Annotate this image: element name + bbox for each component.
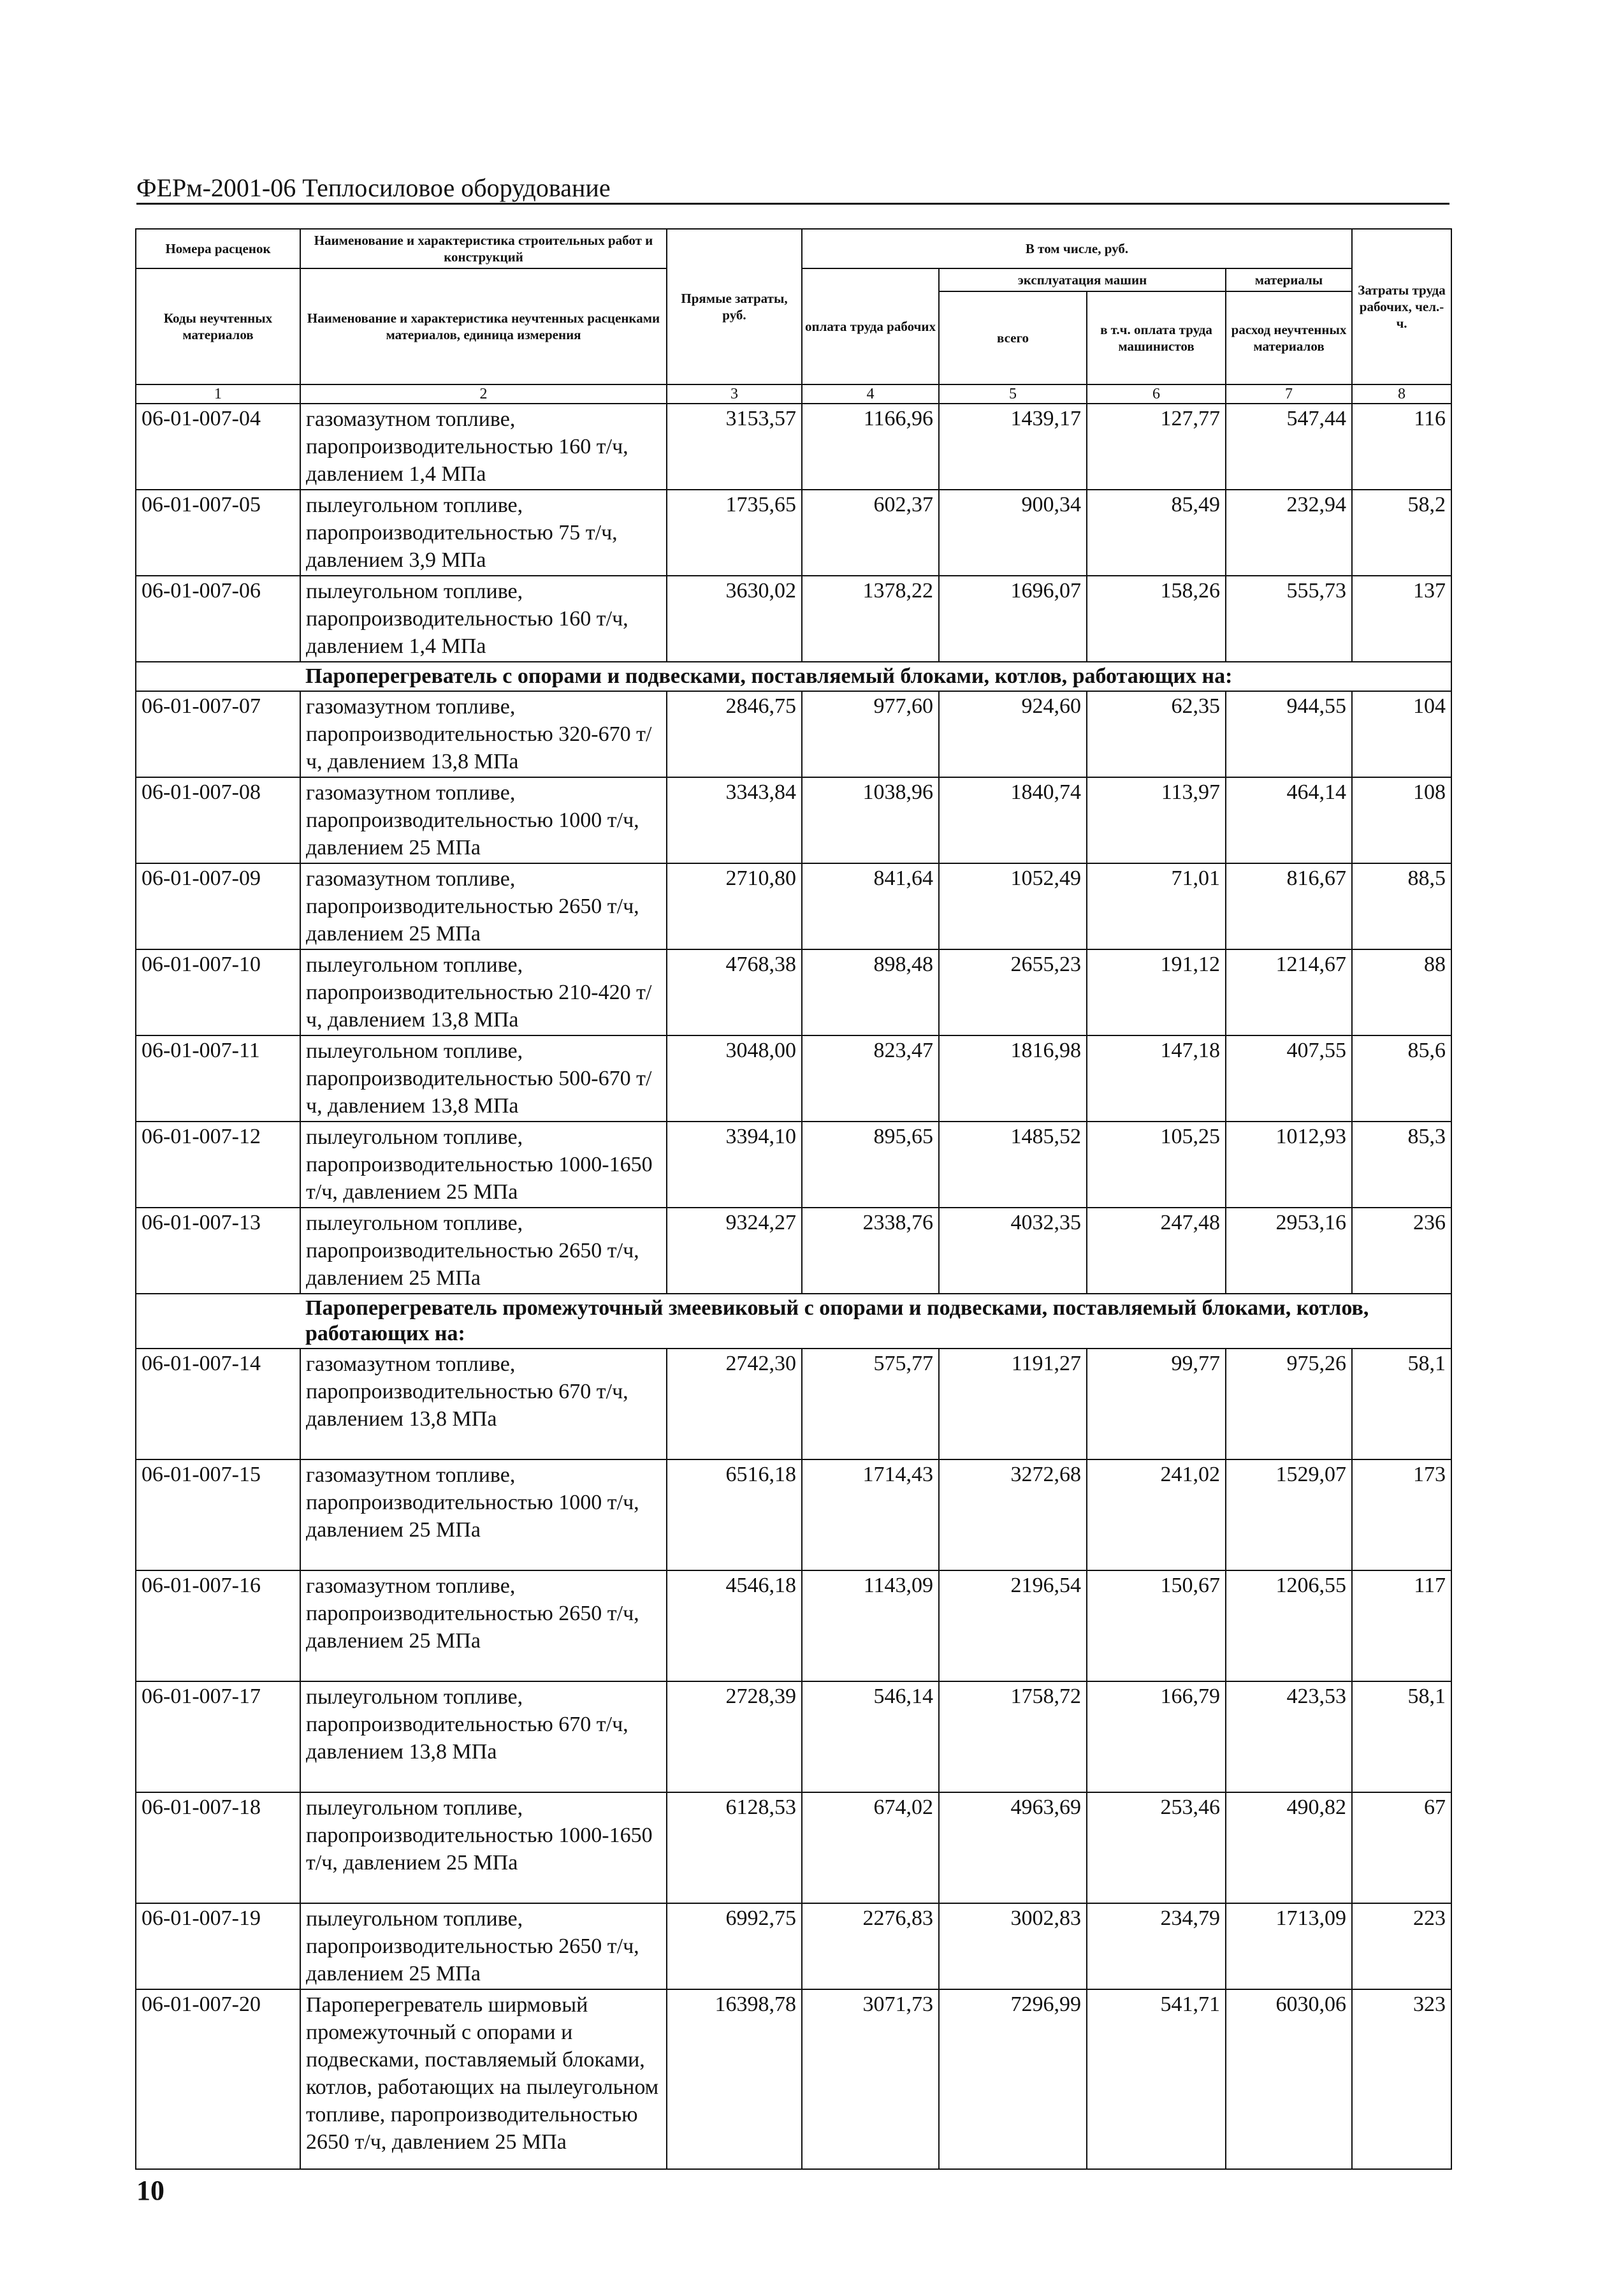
direct-costs: 3048,00 <box>667 1035 802 1122</box>
header-machines-labor: в т.ч. оплата труда машинистов <box>1087 291 1226 384</box>
labor-hours: 236 <box>1352 1208 1451 1294</box>
materials-unaccounted: 464,14 <box>1226 777 1352 863</box>
direct-costs: 1735,65 <box>667 490 802 576</box>
rate-description: пылеугольном топливе, паропроизводительностью 670 т/ч, давлением 13,8 МПа <box>300 1681 667 1792</box>
header-name-bottom: Наименование и характеристика неучтенных расценками материалов, единица измерения <box>300 268 667 384</box>
materials-unaccounted: 1206,55 <box>1226 1570 1352 1681</box>
document-title: ФЕРм-2001-06 Теплосиловое оборудование <box>136 173 1449 205</box>
labor-pay: 1038,96 <box>802 777 939 863</box>
rate-description: пылеугольном топливе, паропроизводительностью 2650 т/ч, давлением 25 МПа <box>300 1208 667 1294</box>
direct-costs: 2710,80 <box>667 863 802 949</box>
column-number: 6 <box>1087 384 1226 404</box>
rate-description: газомазутном топливе, паропроизводительностью 2650 т/ч, давлением 25 МПа <box>300 863 667 949</box>
materials-unaccounted: 1713,09 <box>1226 1903 1352 1989</box>
section-a-rows <box>136 404 1451 662</box>
table-row <box>136 576 1451 662</box>
direct-costs: 2846,75 <box>667 691 802 777</box>
machines-total: 4032,35 <box>939 1208 1087 1294</box>
rate-description: пылеугольном топливе, паропроизводительностью 160 т/ч, давлением 1,4 МПа <box>300 576 667 662</box>
rate-description: пылеугольном топливе, паропроизводительностью 75 т/ч, давлением 3,9 МПа <box>300 490 667 576</box>
rate-code: 06-01-007-11 <box>136 1035 300 1122</box>
table-row <box>136 1349 1451 1459</box>
machines-total: 1816,98 <box>939 1035 1087 1122</box>
machines-labor: 191,12 <box>1087 949 1226 1035</box>
labor-pay: 2338,76 <box>802 1208 939 1294</box>
header-materials: материалы <box>1226 268 1352 291</box>
table-row <box>136 404 1451 490</box>
rate-code: 06-01-007-08 <box>136 777 300 863</box>
column-number: 2 <box>300 384 667 404</box>
column-number: 5 <box>939 384 1087 404</box>
machines-total: 3272,68 <box>939 1459 1087 1570</box>
labor-pay: 575,77 <box>802 1349 939 1459</box>
labor-pay: 3071,73 <box>802 1989 939 2169</box>
labor-pay: 674,02 <box>802 1792 939 1903</box>
section-c-rows <box>136 1349 1451 2169</box>
machines-labor: 253,46 <box>1087 1792 1226 1903</box>
header-labor-hours: Затраты труда рабочих, чел.-ч. <box>1352 229 1451 384</box>
labor-hours: 88 <box>1352 949 1451 1035</box>
labor-hours: 58,2 <box>1352 490 1451 576</box>
machines-total: 3002,83 <box>939 1903 1087 1989</box>
direct-costs: 2728,39 <box>667 1681 802 1792</box>
machines-labor: 158,26 <box>1087 576 1226 662</box>
header-materials-unaccounted: расход неучтенных материалов <box>1226 291 1352 384</box>
labor-pay: 898,48 <box>802 949 939 1035</box>
labor-hours: 173 <box>1352 1459 1451 1570</box>
labor-hours: 108 <box>1352 777 1451 863</box>
labor-pay: 841,64 <box>802 863 939 949</box>
table-row <box>136 490 1451 576</box>
rate-code: 06-01-007-16 <box>136 1570 300 1681</box>
materials-unaccounted: 423,53 <box>1226 1681 1352 1792</box>
column-number: 8 <box>1352 384 1451 404</box>
header-labor-pay: оплата труда рабочих <box>802 268 939 384</box>
rate-description: газомазутном топливе, паропроизводительностью 2650 т/ч, давлением 25 МПа <box>300 1570 667 1681</box>
machines-total: 1485,52 <box>939 1122 1087 1208</box>
rate-code: 06-01-007-19 <box>136 1903 300 1989</box>
machines-total: 1840,74 <box>939 777 1087 863</box>
labor-pay: 977,60 <box>802 691 939 777</box>
machines-labor: 105,25 <box>1087 1122 1226 1208</box>
column-number: 4 <box>802 384 939 404</box>
labor-pay: 895,65 <box>802 1122 939 1208</box>
table-row <box>136 1208 1451 1294</box>
table-row <box>136 949 1451 1035</box>
labor-hours: 116 <box>1352 404 1451 490</box>
direct-costs: 16398,78 <box>667 1989 802 2169</box>
rate-description: газомазутном топливе, паропроизводительностью 1000 т/ч, давлением 25 МПа <box>300 1459 667 1570</box>
table-row <box>136 863 1451 949</box>
labor-pay: 546,14 <box>802 1681 939 1792</box>
rate-code: 06-01-007-18 <box>136 1792 300 1903</box>
rate-description: пылеугольном топливе, паропроизводительностью 1000-1650 т/ч, давлением 25 МПа <box>300 1792 667 1903</box>
labor-pay: 602,37 <box>802 490 939 576</box>
materials-unaccounted: 1214,67 <box>1226 949 1352 1035</box>
machines-total: 2196,54 <box>939 1570 1087 1681</box>
rate-description: пылеугольном топливе, паропроизводительностью 500-670 т/ч, давлением 13,8 МПа <box>300 1035 667 1122</box>
labor-hours: 323 <box>1352 1989 1451 2169</box>
machines-total: 1696,07 <box>939 576 1087 662</box>
materials-unaccounted: 407,55 <box>1226 1035 1352 1122</box>
labor-pay: 1714,43 <box>802 1459 939 1570</box>
rate-code: 06-01-007-14 <box>136 1349 300 1459</box>
table-row <box>136 1570 1451 1681</box>
labor-hours: 137 <box>1352 576 1451 662</box>
machines-labor: 62,35 <box>1087 691 1226 777</box>
direct-costs: 4768,38 <box>667 949 802 1035</box>
machines-labor: 113,97 <box>1087 777 1226 863</box>
machines-labor: 99,77 <box>1087 1349 1226 1459</box>
header-machines: эксплуатация машин <box>939 268 1226 291</box>
direct-costs: 4546,18 <box>667 1570 802 1681</box>
rate-code: 06-01-007-15 <box>136 1459 300 1570</box>
rate-code: 06-01-007-17 <box>136 1681 300 1792</box>
machines-total: 1439,17 <box>939 404 1087 490</box>
direct-costs: 6128,53 <box>667 1792 802 1903</box>
rate-description: пылеугольном топливе, паропроизводительностью 210-420 т/ч, давлением 13,8 МПа <box>300 949 667 1035</box>
materials-unaccounted: 1012,93 <box>1226 1122 1352 1208</box>
table-row <box>136 691 1451 777</box>
header-direct-costs: Прямые затраты, руб. <box>667 229 802 384</box>
machines-total: 1758,72 <box>939 1681 1087 1792</box>
header-name-top: Наименование и характеристика строительных работ и конструкций <box>300 229 667 268</box>
labor-pay: 2276,83 <box>802 1903 939 1989</box>
rate-description: пылеугольном топливе, паропроизводительностью 2650 т/ч, давлением 25 МПа <box>300 1903 667 1989</box>
group-heading: Пароперегреватель с опорами и подвесками, поставляемый блоками, котлов, работающих на: <box>300 662 1451 691</box>
rate-description: газомазутном топливе, паропроизводительностью 1000 т/ч, давлением 25 МПа <box>300 777 667 863</box>
section-b-rows <box>136 691 1451 1294</box>
rate-code: 06-01-007-10 <box>136 949 300 1035</box>
materials-unaccounted: 944,55 <box>1226 691 1352 777</box>
materials-unaccounted: 1529,07 <box>1226 1459 1352 1570</box>
table-row <box>136 777 1451 863</box>
machines-total: 2655,23 <box>939 949 1087 1035</box>
machines-total: 1052,49 <box>939 863 1087 949</box>
rate-description: Пароперегреватель ширмовый промежуточный с опорами и подвесками, поставляемый блоками, котлов, работающих на пылеугольном топливе, паропроизводительностью 2650 т/ч, давлением 25 МПа <box>300 1989 667 2169</box>
machines-labor: 127,77 <box>1087 404 1226 490</box>
table-row <box>136 1122 1451 1208</box>
machines-labor: 71,01 <box>1087 863 1226 949</box>
rates-table <box>135 228 1452 2170</box>
table-row <box>136 1792 1451 1903</box>
rate-code: 06-01-007-09 <box>136 863 300 949</box>
materials-unaccounted: 232,94 <box>1226 490 1352 576</box>
direct-costs: 3153,57 <box>667 404 802 490</box>
direct-costs: 6516,18 <box>667 1459 802 1570</box>
machines-labor: 247,48 <box>1087 1208 1226 1294</box>
rate-code: 06-01-007-04 <box>136 404 300 490</box>
materials-unaccounted: 975,26 <box>1226 1349 1352 1459</box>
rate-code: 06-01-007-05 <box>136 490 300 576</box>
machines-labor: 241,02 <box>1087 1459 1226 1570</box>
labor-hours: 88,5 <box>1352 863 1451 949</box>
header-codes-bottom: Коды неучтенных материалов <box>136 268 300 384</box>
machines-total: 924,60 <box>939 691 1087 777</box>
labor-hours: 58,1 <box>1352 1349 1451 1459</box>
machines-labor: 85,49 <box>1087 490 1226 576</box>
machines-total: 7296,99 <box>939 1989 1087 2169</box>
labor-hours: 85,3 <box>1352 1122 1451 1208</box>
machines-total: 900,34 <box>939 490 1087 576</box>
machines-labor: 150,67 <box>1087 1570 1226 1681</box>
machines-total: 1191,27 <box>939 1349 1087 1459</box>
direct-costs: 3630,02 <box>667 576 802 662</box>
labor-hours: 67 <box>1352 1792 1451 1903</box>
column-number: 1 <box>136 384 300 404</box>
materials-unaccounted: 816,67 <box>1226 863 1352 949</box>
header-codes-top: Номера расценок <box>136 229 300 268</box>
machines-labor: 234,79 <box>1087 1903 1226 1989</box>
column-number: 3 <box>667 384 802 404</box>
rate-code: 06-01-007-07 <box>136 691 300 777</box>
rate-description: газомазутном топливе, паропроизводительностью 670 т/ч, давлением 13,8 МПа <box>300 1349 667 1459</box>
rate-description: газомазутном топливе, паропроизводительностью 160 т/ч, давлением 1,4 МПа <box>300 404 667 490</box>
header-machines-total: всего <box>939 291 1087 384</box>
column-number: 7 <box>1226 384 1352 404</box>
labor-hours: 223 <box>1352 1903 1451 1989</box>
rate-description: газомазутном топливе, паропроизводительностью 320-670 т/ч, давлением 13,8 МПа <box>300 691 667 777</box>
labor-hours: 117 <box>1352 1570 1451 1681</box>
materials-unaccounted: 555,73 <box>1226 576 1352 662</box>
rate-code: 06-01-007-12 <box>136 1122 300 1208</box>
machines-labor: 541,71 <box>1087 1989 1226 2169</box>
header-including: В том числе, руб. <box>802 229 1352 268</box>
labor-hours: 58,1 <box>1352 1681 1451 1792</box>
table-row <box>136 1989 1451 2169</box>
page-number: 10 <box>136 2175 164 2206</box>
labor-pay: 1143,09 <box>802 1570 939 1681</box>
table-row <box>136 1035 1451 1122</box>
labor-pay: 823,47 <box>802 1035 939 1122</box>
table-row <box>136 1459 1451 1570</box>
labor-hours: 104 <box>1352 691 1451 777</box>
materials-unaccounted: 6030,06 <box>1226 1989 1352 2169</box>
rate-code: 06-01-007-06 <box>136 576 300 662</box>
rate-description: пылеугольном топливе, паропроизводительностью 1000-1650 т/ч, давлением 25 МПа <box>300 1122 667 1208</box>
group-heading: Пароперегреватель промежуточный змеевиковый с опорами и подвесками, поставляемый блоками, котлов, работающих на: <box>300 1294 1451 1349</box>
direct-costs: 6992,75 <box>667 1903 802 1989</box>
materials-unaccounted: 2953,16 <box>1226 1208 1352 1294</box>
materials-unaccounted: 490,82 <box>1226 1792 1352 1903</box>
rate-code: 06-01-007-13 <box>136 1208 300 1294</box>
table-row <box>136 1903 1451 1989</box>
table-row <box>136 1681 1451 1792</box>
direct-costs: 2742,30 <box>667 1349 802 1459</box>
materials-unaccounted: 547,44 <box>1226 404 1352 490</box>
labor-pay: 1378,22 <box>802 576 939 662</box>
direct-costs: 3343,84 <box>667 777 802 863</box>
labor-pay: 1166,96 <box>802 404 939 490</box>
direct-costs: 3394,10 <box>667 1122 802 1208</box>
machines-labor: 166,79 <box>1087 1681 1226 1792</box>
direct-costs: 9324,27 <box>667 1208 802 1294</box>
machines-labor: 147,18 <box>1087 1035 1226 1122</box>
rate-code: 06-01-007-20 <box>136 1989 300 2169</box>
labor-hours: 85,6 <box>1352 1035 1451 1122</box>
machines-total: 4963,69 <box>939 1792 1087 1903</box>
